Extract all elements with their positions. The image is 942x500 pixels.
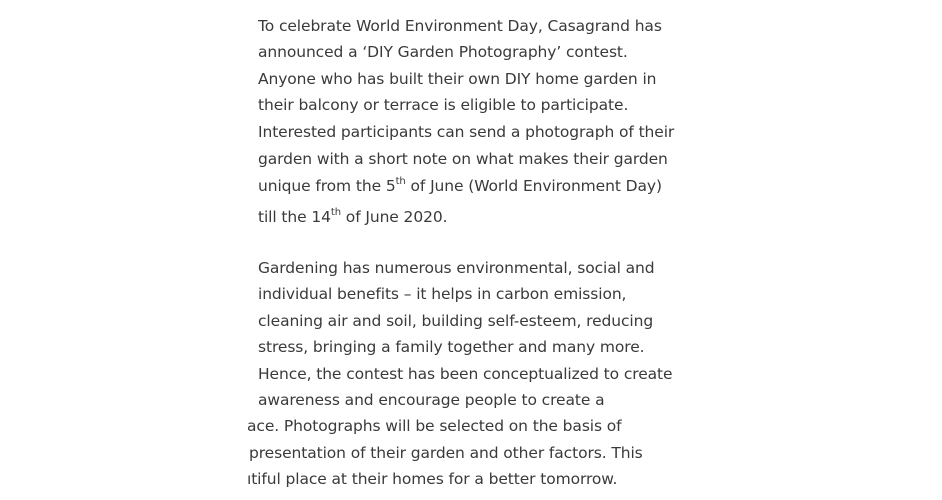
text-segment: till the 14 <box>258 208 331 226</box>
ordinal-suffix: th <box>395 175 406 187</box>
text-line: garden with a short note on what makes their garden <box>258 150 668 168</box>
text-line: announced a ‘DIY Garden Photography’ contest. <box>258 43 628 61</box>
text-line: their balcony or terrace is eligible to participate. <box>258 96 629 114</box>
ordinal-suffix: th <box>330 206 341 218</box>
text-line: Gardening has numerous environmental, social and <box>258 259 655 277</box>
text-line: Interested participants can send a photograph of their <box>258 123 675 141</box>
text-line: Hence, the contest has been conceptualized to create <box>258 365 673 383</box>
text-line: To celebrate World Environment Day, Casagrand has <box>258 17 662 35</box>
text-line: individual benefits – it helps in carbon emission, <box>258 285 627 303</box>
text-segment: of June (World Environment Day) <box>405 177 662 195</box>
text-line: stress, bringing a family together and many more. <box>258 338 645 356</box>
text-segment: unique from the 5 <box>258 177 396 195</box>
text-line-end-date <box>258 204 447 230</box>
text-segment: of June 2020. <box>340 208 448 226</box>
text-line: presentation of their garden and other factors. This <box>249 444 643 462</box>
text-line: ace. Photographs will be selected on the basis of <box>247 417 622 435</box>
text-line: cleaning air and soil, building self-esteem, reducing <box>258 312 654 330</box>
text-line: awareness and encourage people to create a <box>258 391 605 409</box>
text-line-start-date <box>258 173 662 199</box>
text-line: ıtiful place at their homes for a better tomorrow. <box>247 470 618 488</box>
text-line: Anyone who has built their own DIY home garden in <box>258 70 657 88</box>
